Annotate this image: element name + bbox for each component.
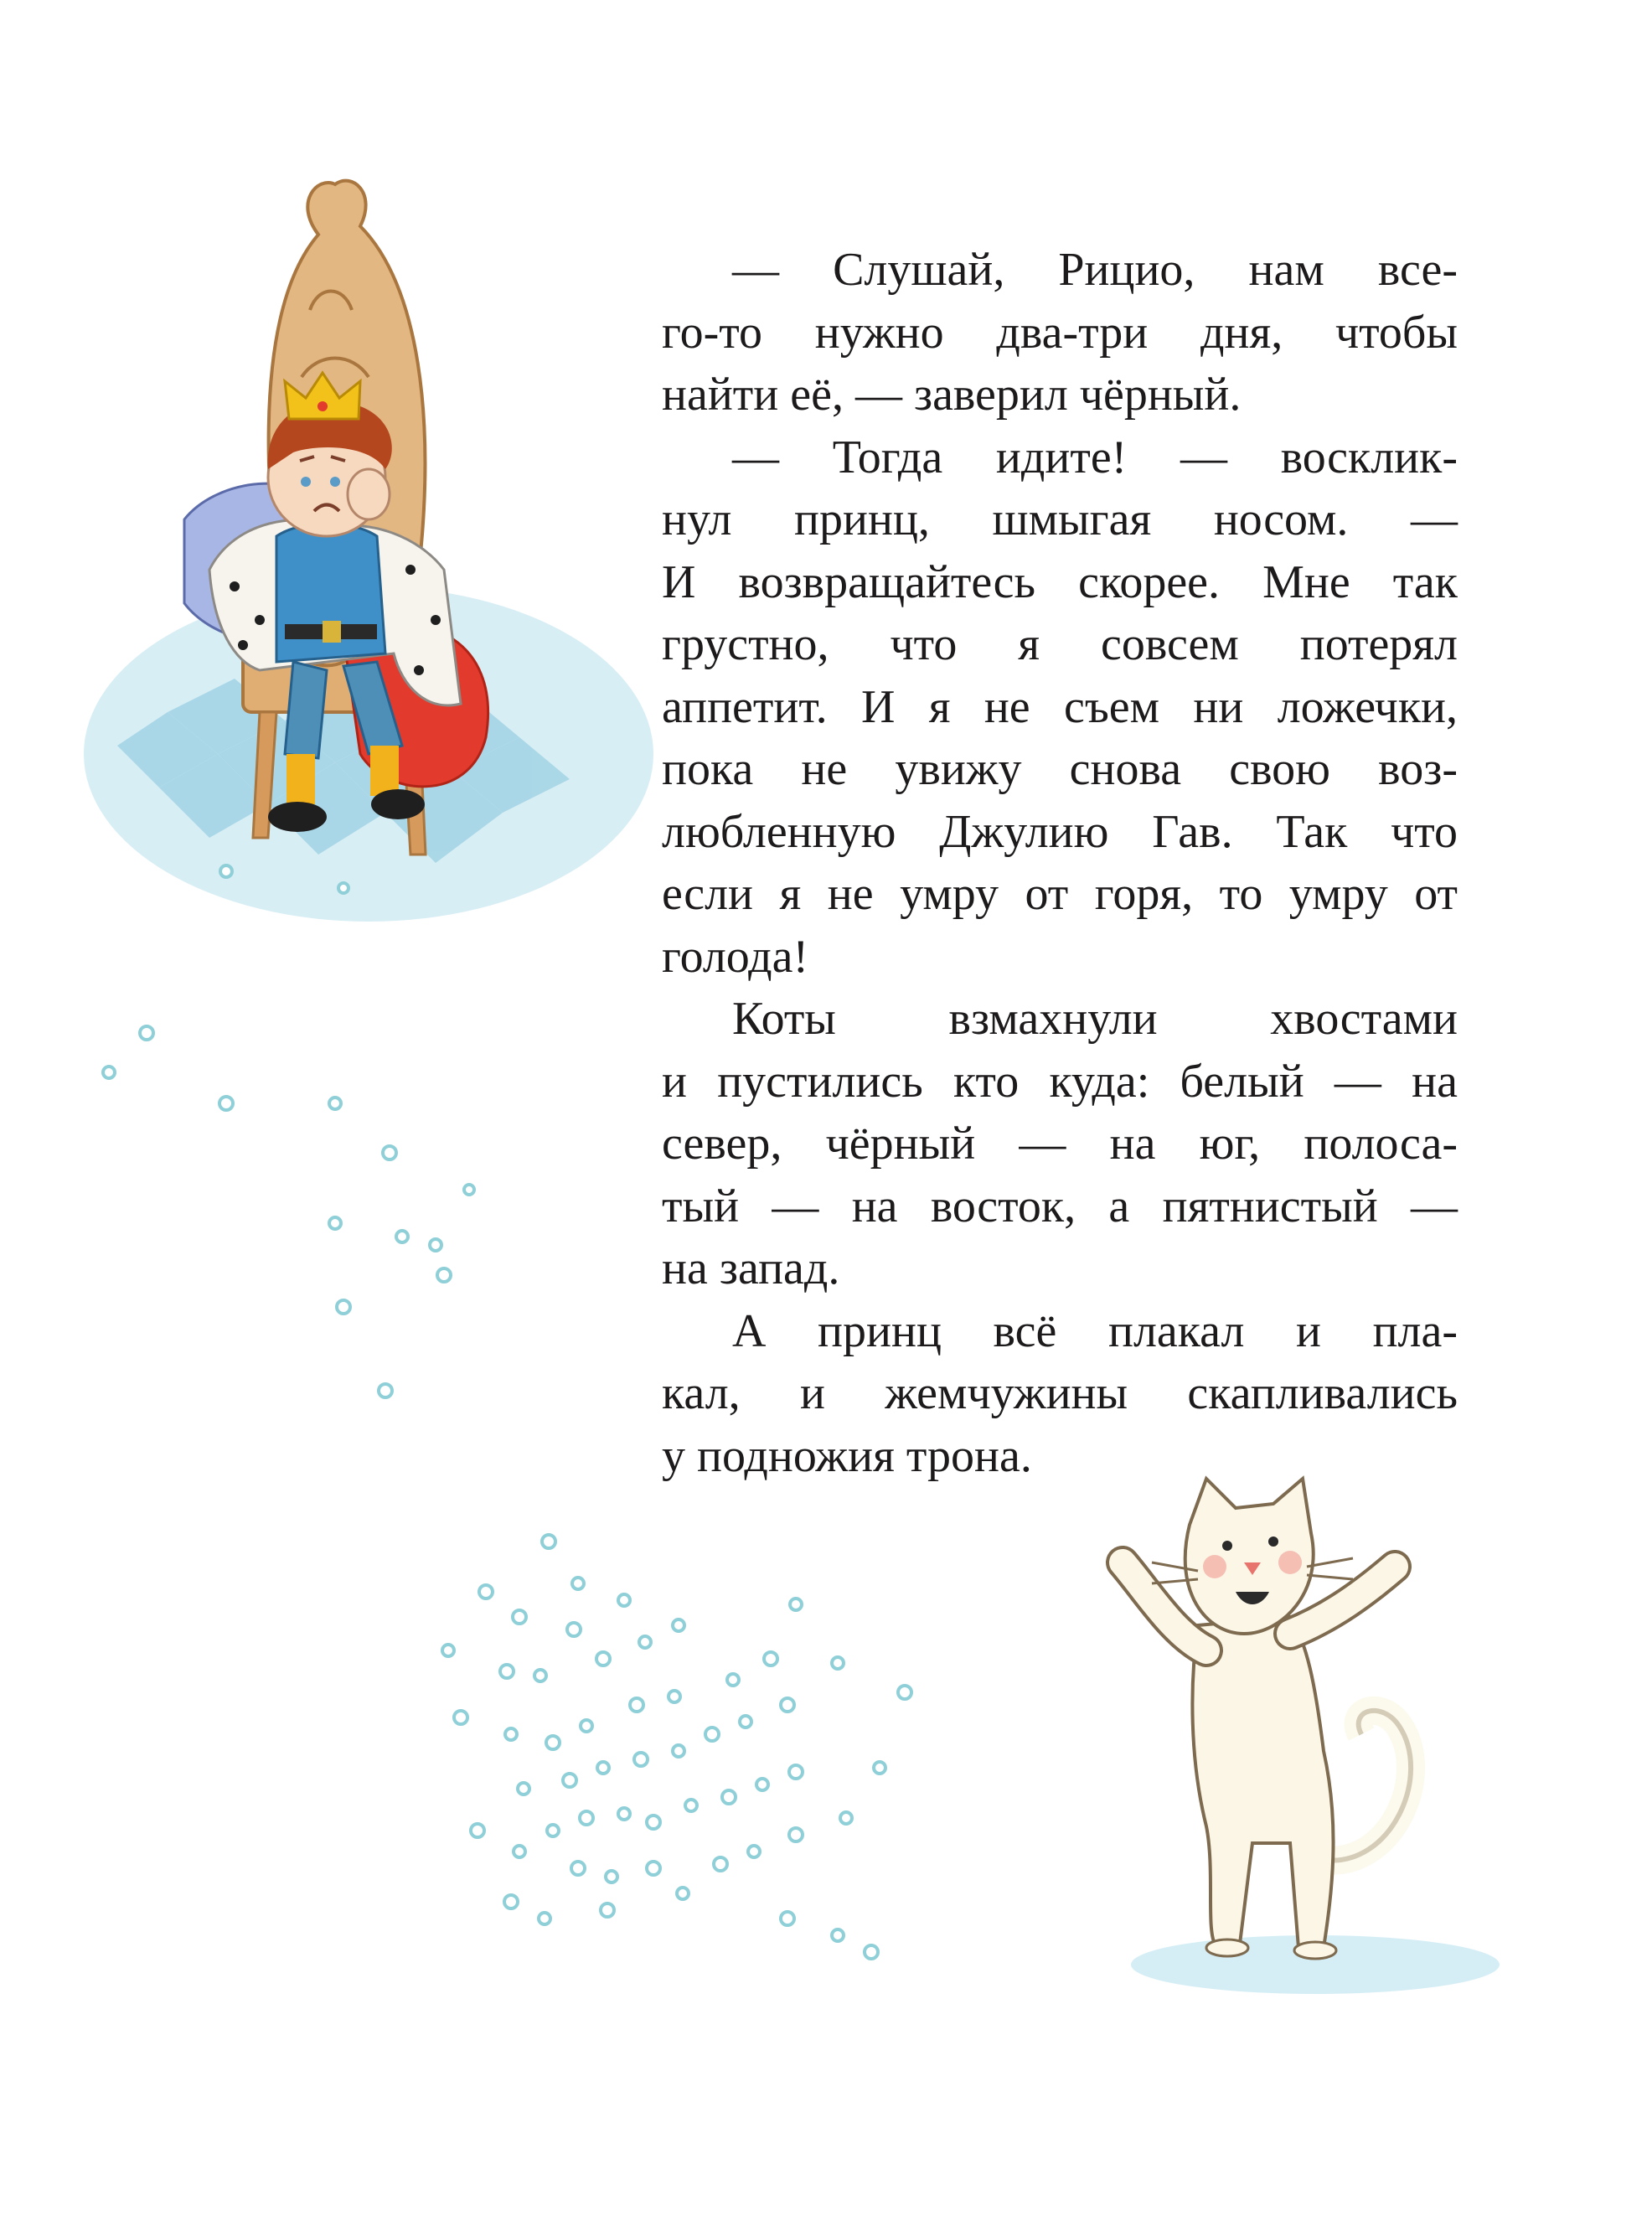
text-line: А принц всё плакал и пла- xyxy=(732,1304,1458,1357)
text-line: пока не увижу снова свою воз- xyxy=(662,743,1458,795)
text-line: тый — на восток, а пятнистый — xyxy=(662,1180,1458,1232)
falling-pearls-illustration xyxy=(84,989,503,1407)
text-line: найти её, — заверил чёрный. xyxy=(662,369,1242,421)
text-line: и пустились кто куда: белый — на xyxy=(662,1055,1458,1108)
text-line: го-то нужно два-три дня, чтобы xyxy=(662,306,1458,359)
story-paragraph xyxy=(662,426,1458,989)
text-line: нул принц, шмыгая носом. — xyxy=(662,493,1458,545)
text-line: Коты взмахнули хвостами xyxy=(732,993,1458,1045)
text-line: если я не умру от горя, то умру от xyxy=(662,868,1458,920)
text-line: север, чёрный — на юг, полоса- xyxy=(662,1118,1458,1170)
white-cat-waving-illustration xyxy=(1072,1475,1541,2011)
text-line: И возвращайтесь скорее. Мне так xyxy=(662,555,1458,608)
story-paragraph xyxy=(662,988,1458,1300)
text-line: у подножия трона. xyxy=(662,1429,1032,1482)
text-line: кал, и жемчужины скапливались xyxy=(662,1367,1458,1419)
text-line: — Тогда идите! — восклик- xyxy=(732,431,1458,483)
pearl-pile-illustration xyxy=(402,1483,1039,2019)
text-line: — Слушай, Рицио, нам все- xyxy=(732,244,1458,296)
cat-body xyxy=(1192,1617,1333,1948)
story-paragraph xyxy=(662,239,1458,426)
crying-prince-on-throne-illustration xyxy=(67,168,653,938)
text-line: грустно, что я совсем потерял xyxy=(662,618,1458,670)
text-line: голода! xyxy=(662,930,809,983)
story-paragraph xyxy=(662,1300,1458,1488)
text-line: любленную Джулию Гав. Так что xyxy=(662,805,1458,858)
text-line: аппетит. И я не съем ни ложечки, xyxy=(662,680,1458,733)
story-text xyxy=(662,239,1458,1487)
text-line: на запад. xyxy=(662,1242,840,1294)
